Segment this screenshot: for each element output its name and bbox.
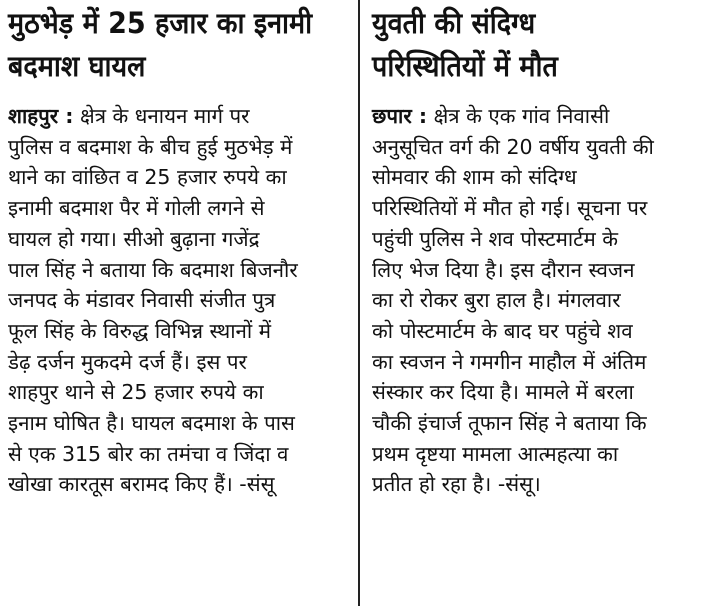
left-body-line-10: शाहपुर थाने से 25 हजार रुपये का [8, 380, 264, 405]
right-body-line-9: का स्वजन ने गमगीन माहौल में अंतिम [372, 349, 647, 374]
left-dateline: शाहपुर : [8, 104, 74, 128]
left-body-line-12: से एक 315 बोर का तमंचा व जिंदा व [8, 441, 289, 466]
column-divider [358, 0, 360, 606]
left-body-line-8: फूल सिंह के विरुद्ध विभिन्न स्थानों में [8, 318, 271, 343]
left-body-line-7: जनपद के मंडावर निवासी संजीत पुत्र [8, 288, 276, 313]
right-body-line-1 [372, 101, 708, 132]
right-headline [372, 0, 684, 88]
left-article [8, 0, 348, 500]
right-body-line-5: पहुंची पुलिस ने शव पोस्टमार्टम के [372, 226, 619, 251]
right-body-line-4: परिस्थितियों में मौत हो गई। सूचना पर [372, 196, 648, 221]
right-article-body [372, 101, 708, 500]
right-body-line-12: प्रथम दृष्टया मामला आत्महत्या का [372, 441, 619, 466]
left-body-line-5: घायल हो गया। सीओ बुढ़ाना गजेंद्र [8, 226, 260, 251]
left-body-line-11: इनाम घोषित है। घायल बदमाश के पास [8, 411, 295, 436]
right-body-line-6: लिए भेज दिया है। इस दौरान स्वजन [372, 257, 635, 282]
right-body-line-10: संस्कार कर दिया है। मामले में बरला [372, 380, 634, 405]
left-article-body [8, 101, 348, 500]
right-body-line-11: चौकी इंचार्ज तूफान सिंह ने बताया कि [372, 411, 647, 436]
left-body-line-6: पाल सिंह ने बताया कि बदमाश बिजनौर [8, 257, 298, 282]
right-body-line-8: को पोस्टमार्टम के बाद घर पहुंचे शव [372, 318, 633, 343]
right-headline-line-2: परिस्थितियों में मौत [372, 49, 558, 83]
left-body-line-13: खोखा कारतूस बरामद किए हैं। -संसू [8, 472, 275, 497]
left-body-line-9: डेढ़ दर्जन मुकदमे दर्ज हैं। इस पर [8, 349, 247, 374]
right-body-line-3: सोमवार की शाम को संदिग्ध [372, 165, 577, 190]
left-body-line-1-text: क्षेत्र के धनायन मार्ग पर [73, 104, 250, 128]
right-dateline: छपार : [372, 104, 428, 128]
right-article [372, 0, 708, 500]
left-body-line-4: इनामी बदमाश पैर में गोली लगने से [8, 196, 265, 221]
left-headline [8, 0, 324, 88]
right-body-line-1-text: क्षेत्र के एक गांव निवासी [427, 104, 610, 128]
left-body-line-2: पुलिस व बदमाश के बीच हुई मुठभेड़ में [8, 134, 293, 159]
left-body-line-3: थाने का वांछित व 25 हजार रुपये का [8, 165, 287, 190]
left-body-line-1 [8, 101, 348, 132]
left-headline-line-1: मुठभेड़ में 25 हजार का इनामी [8, 6, 313, 40]
right-body-line-13: प्रतीत हो रहा है। -संसू। [372, 472, 541, 497]
left-headline-line-2: बदमाश घायल [8, 49, 146, 83]
right-headline-line-1: युवती की संदिग्ध [372, 6, 536, 40]
right-body-line-2: अनुसूचित वर्ग की 20 वर्षीय युवती की [372, 134, 654, 159]
right-body-line-7: का रो रोकर बुरा हाल है। मंगलवार [372, 288, 621, 313]
